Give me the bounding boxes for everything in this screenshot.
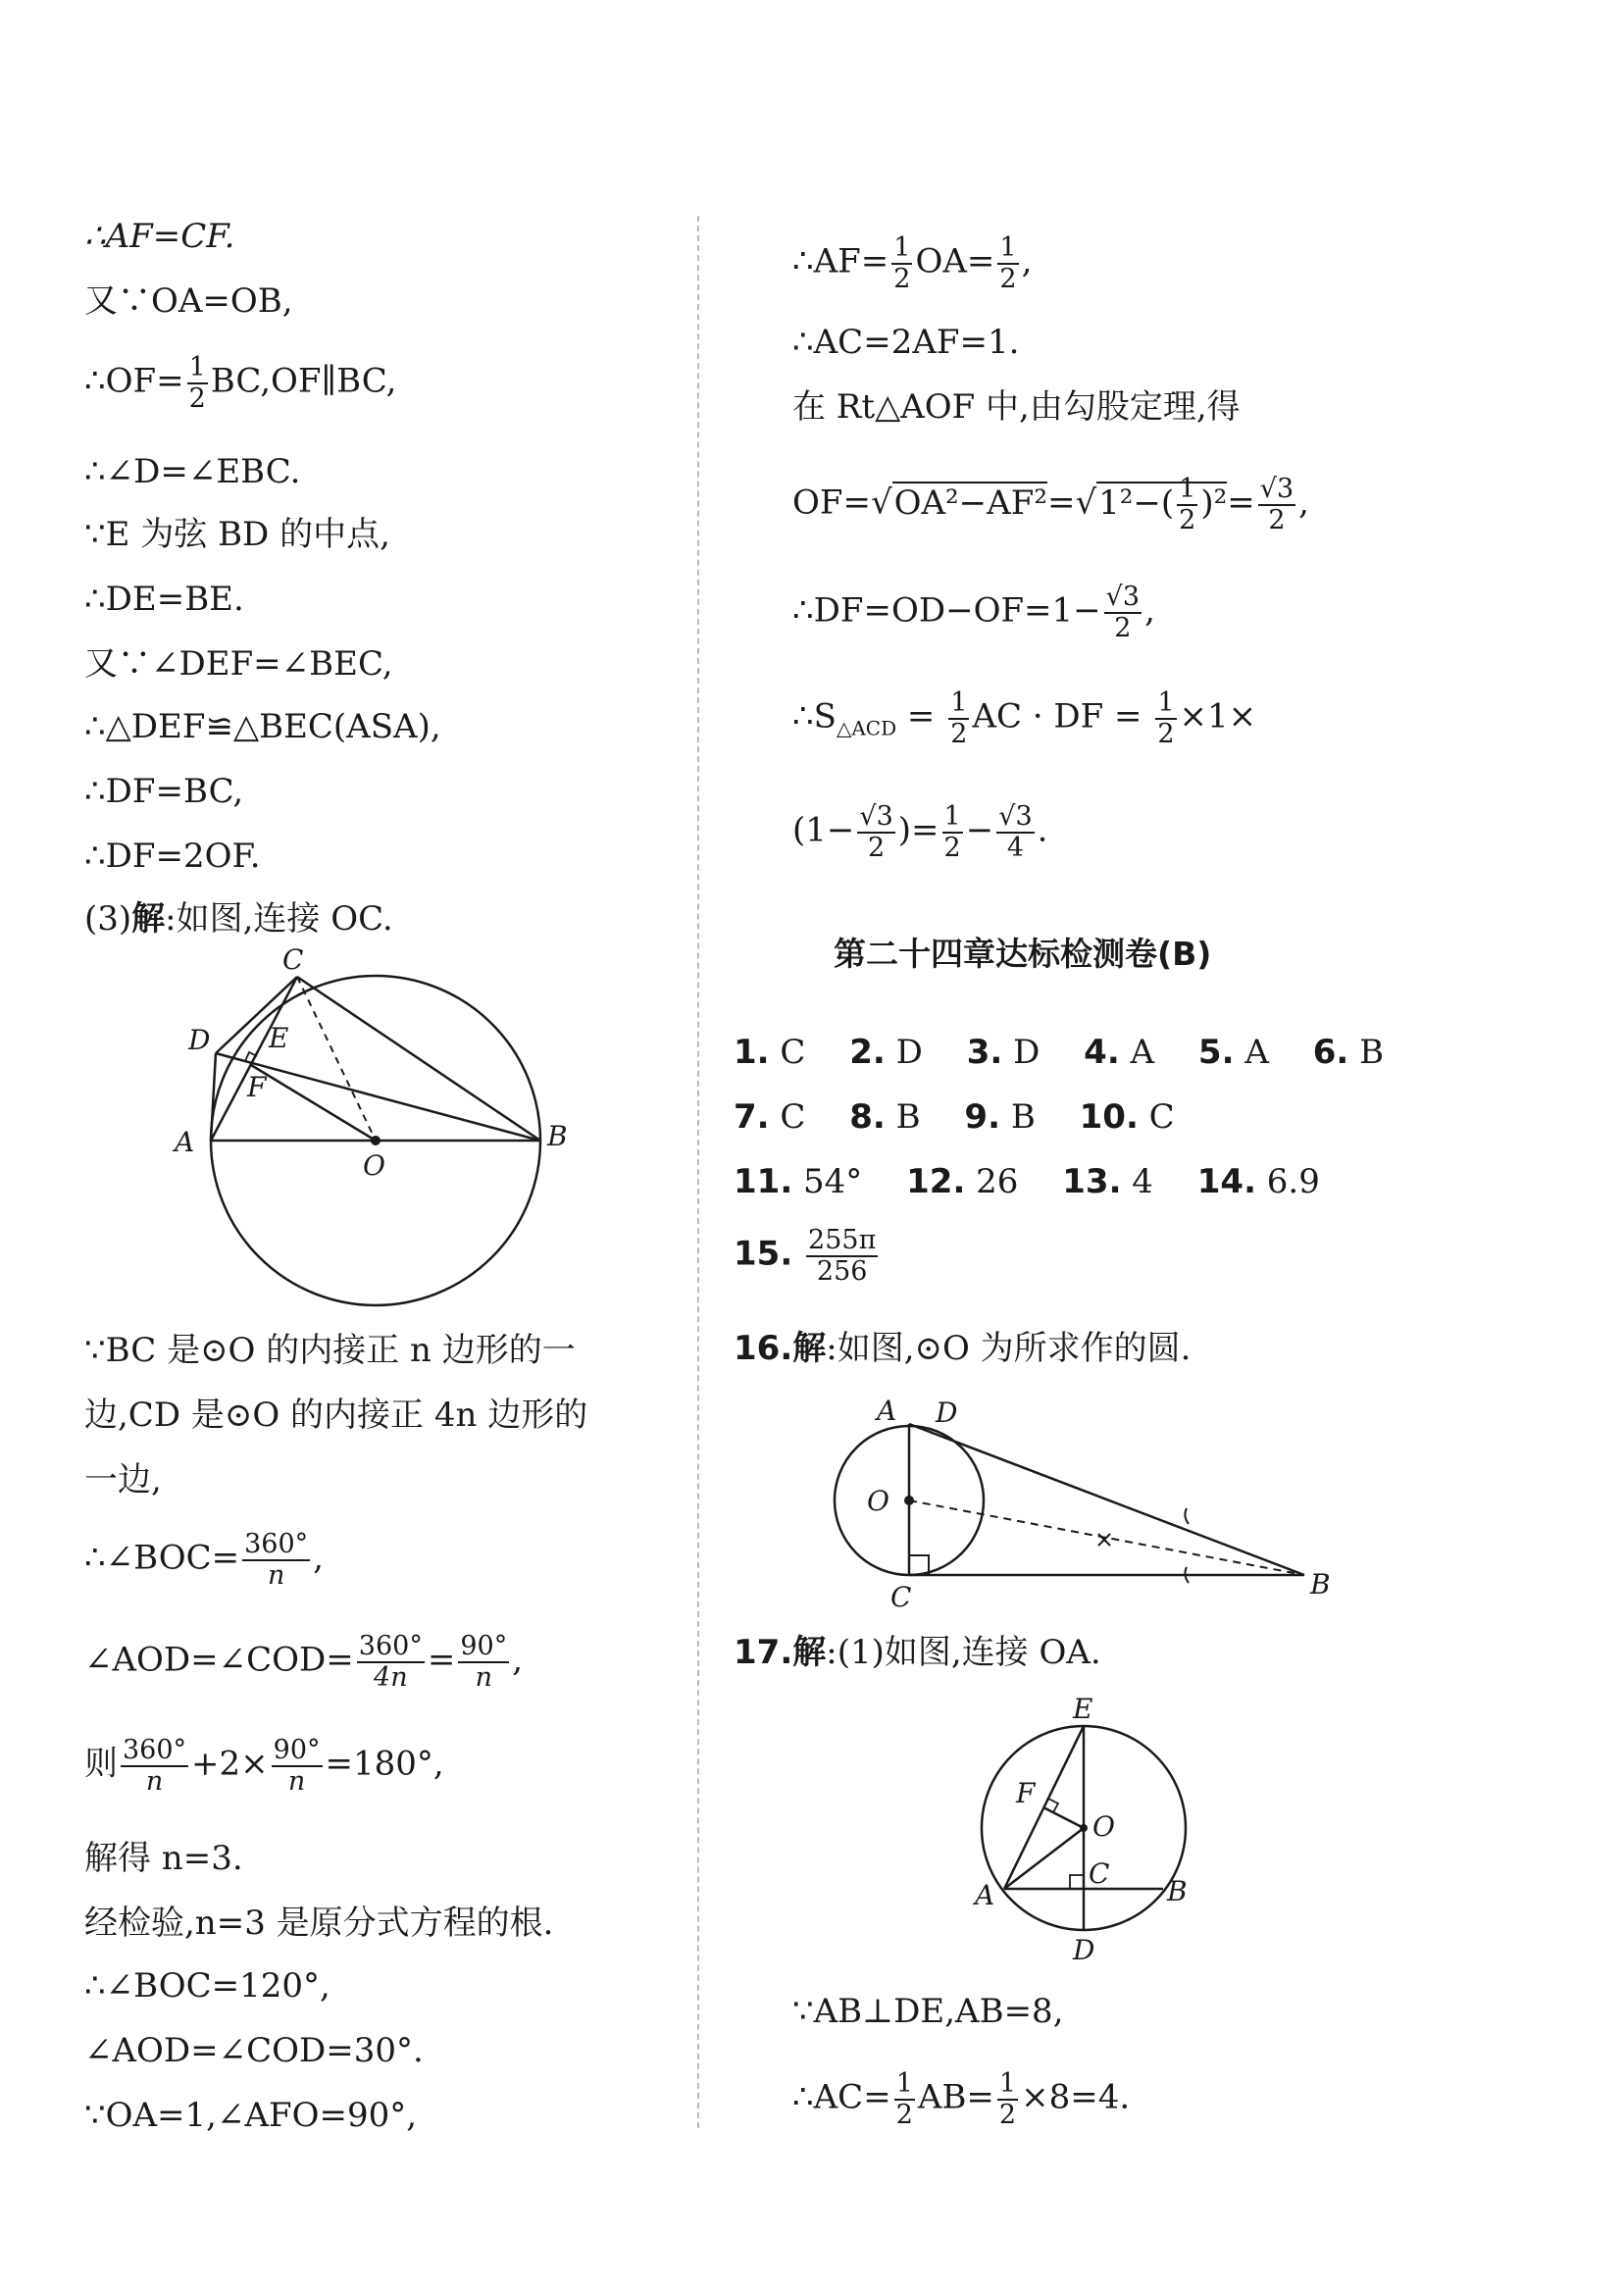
left-line-6: ∴DE=BE.: [84, 580, 244, 619]
label-b3: B: [1167, 1875, 1188, 1907]
fraction-sqrt3-2-r4: $\frac{√3}{2}$: [1259, 474, 1294, 535]
label-c2: C: [890, 1581, 912, 1613]
left-line-20: ∴∠BOC=120°,: [84, 1966, 330, 2006]
right-line-5: ∴DF=OD−OF=1− $\frac{√3}{2}$ ,: [792, 582, 1155, 643]
label-d2: D: [936, 1397, 958, 1429]
right-line-6: $\therefore S_{\triangle ACD}$ = $\frac{1}{2}$ AC · DF = $\frac{1}{2}$ ×1×: [792, 687, 1257, 749]
column-divider: [697, 216, 699, 2128]
answers-row-1: 1. C 2. D 3. D 4. A 5. A 6. B: [734, 1033, 1385, 1072]
answer-16: 16.解:如图,⊙O 为所求作的圆.: [734, 1329, 1192, 1368]
left-line-14: 一边,: [84, 1460, 162, 1499]
right-line-4: OF=√OA²−AF²=√1²−( $\frac{1}{2}$ )²= $\frac{√3}{2}$ ,: [792, 474, 1309, 535]
left-line-8: ∴△DEF≌△BEC(ASA),: [84, 707, 441, 746]
answer-17: 17.解:(1)如图,连接 OA.: [734, 1633, 1101, 1672]
right-line-1: ∴AF= $\frac{1}{2}$ OA= $\frac{1}{2}$ ,: [792, 232, 1033, 294]
fraction-half-end-b: $\frac{1}{2}$: [998, 2068, 1017, 2130]
right-line-2: ∴AC=2AF=1.: [792, 323, 1020, 362]
fraction-half-r6b: $\frac{1}{2}$: [1157, 687, 1175, 749]
label-o3: O: [1092, 1810, 1115, 1843]
answers-row-3: 11. 54° 12. 26 13. 4 14. 6.9: [734, 1162, 1320, 1201]
label-a: A: [175, 1126, 195, 1158]
left-line-15: ∴∠BOC= $\frac{360^\circ}{n}$ ,: [84, 1529, 324, 1591]
left-line-18: 解得 n=3.: [84, 1839, 243, 1878]
left-line-1: ∴AF=CF.: [84, 217, 235, 256]
right-line-end-2: ∴AC= $\frac{1}{2}$ AB= $\frac{1}{2}$ ×8=4.: [792, 2068, 1131, 2130]
left-line-22: ∵OA=1,∠AFO=90°,: [84, 2096, 418, 2135]
label-b: B: [547, 1120, 568, 1152]
fraction-half-r1: $\frac{1}{2}$: [893, 232, 911, 294]
left-line-5: ∵E 为弦 BD 的中点,: [84, 515, 390, 554]
right-line-7: (1− $\frac{√3}{2}$ )= $\frac{1}{2}$ − $\frac{√3}{4}$ .: [792, 801, 1048, 863]
fraction-half-r7: $\frac{1}{2}$: [943, 801, 961, 863]
label-a3: A: [975, 1879, 995, 1911]
label-f3: F: [1016, 1777, 1036, 1809]
label-e3: E: [1073, 1693, 1093, 1725]
segment-ao: [1004, 1828, 1084, 1889]
chord-da: [211, 1053, 216, 1141]
left-line-7: 又∵∠DEF=∠BEC,: [84, 644, 393, 684]
chord-ac: [211, 977, 297, 1141]
label-e: E: [269, 1022, 289, 1054]
label-a2: A: [877, 1395, 897, 1427]
left-line-4: ∴∠D=∠EBC.: [84, 452, 301, 491]
figure-circle-perpendicular: [961, 1691, 1216, 1975]
fraction-360-n: $\frac{360^\circ}{n}$: [244, 1529, 309, 1591]
left-line-19: 经检验,n=3 是原分式方程的根.: [84, 1904, 554, 1943]
fraction-half-r6: $\frac{1}{2}$: [950, 687, 968, 749]
left-line-10: ∴DF=2OF.: [84, 837, 261, 876]
fraction-half: $\frac{1}{2}$: [188, 352, 206, 414]
fraction-sqrt3-2-r7: $\frac{√3}{2}$: [859, 801, 893, 863]
left-line-2: 又∵OA=OB,: [84, 281, 293, 321]
fraction-half-r4: $\frac{1}{2}$: [1179, 474, 1196, 535]
right-line-end-1: ∵AB⊥DE,AB=8,: [792, 1992, 1064, 2031]
left-line-3: ∴OF= $\frac{1}{2}$ BC,OF∥BC,: [84, 352, 397, 414]
answer-15: 15. $\frac{255\pi}{256}$: [734, 1225, 877, 1287]
arc-mark-1: [1185, 1508, 1189, 1524]
left-line-21: ∠AOD=∠COD=30°.: [84, 2031, 424, 2070]
fraction-sqrt3-2-r5: $\frac{√3}{2}$: [1105, 582, 1141, 643]
label-b2: B: [1310, 1568, 1331, 1600]
figure-circle-abcdef: [167, 943, 598, 1322]
center-dot-2: [904, 1496, 914, 1505]
right-angle-mark-4: [1070, 1875, 1084, 1889]
segment-db: [909, 1424, 1304, 1575]
label-o: O: [363, 1149, 385, 1182]
fraction-255pi-256: $\frac{255\pi}{256}$: [808, 1225, 877, 1287]
fraction-360-n-b: $\frac{360^\circ}{n}$: [123, 1735, 187, 1797]
left-line-12: ∵BC 是⊙O 的内接正 n 边形的一: [84, 1331, 576, 1370]
solution-label: 解: [131, 899, 166, 939]
segment-fo: [1043, 1807, 1084, 1828]
fraction-360-4n: $\frac{360^\circ}{4n}$: [358, 1631, 423, 1693]
fraction-90-n-b: $\frac{90^\circ}{n}$: [273, 1735, 321, 1797]
fraction-90-n: $\frac{90^\circ}{n}$: [460, 1631, 508, 1693]
left-line-16: ∠AOD=∠COD= $\frac{360^\circ}{4n}$ = $\frac{90^\circ}{n}$ ,: [84, 1631, 524, 1693]
label-c: C: [282, 943, 304, 976]
label-f: F: [247, 1071, 267, 1103]
left-line-13: 边,CD 是⊙O 的内接正 4n 边形的: [84, 1396, 588, 1435]
left-line-9: ∴DF=BC,: [84, 772, 244, 811]
fraction-half-end: $\frac{1}{2}$: [895, 2068, 913, 2130]
fraction-sqrt3-4-r7: $\frac{√3}{4}$: [998, 801, 1033, 863]
section-title: 第二十四章达标检测卷(B): [834, 935, 1212, 973]
segment-fo: [251, 1065, 376, 1141]
answers-row-2: 7. C 8. B 9. B 10. C: [734, 1097, 1175, 1137]
figure-tangent-construction: [826, 1393, 1336, 1618]
arc-mark-cross: [1098, 1534, 1110, 1546]
left-line-11: (3)解:如图,连接 OC.: [84, 899, 393, 939]
label-o2: O: [867, 1485, 889, 1517]
center-dot: [371, 1136, 381, 1145]
label-d: D: [188, 1024, 211, 1056]
label-d3: D: [1073, 1934, 1095, 1966]
right-line-3: 在 Rt△AOF 中,由勾股定理,得: [792, 387, 1241, 427]
label-c3: C: [1089, 1857, 1110, 1890]
fraction-half-r1b: $\frac{1}{2}$: [999, 232, 1017, 294]
center-dot-3: [1080, 1824, 1088, 1832]
left-line-17: 则 $\frac{360^\circ}{n}$ +2× $\frac{90^\circ}{n}$ =180°,: [84, 1735, 444, 1797]
